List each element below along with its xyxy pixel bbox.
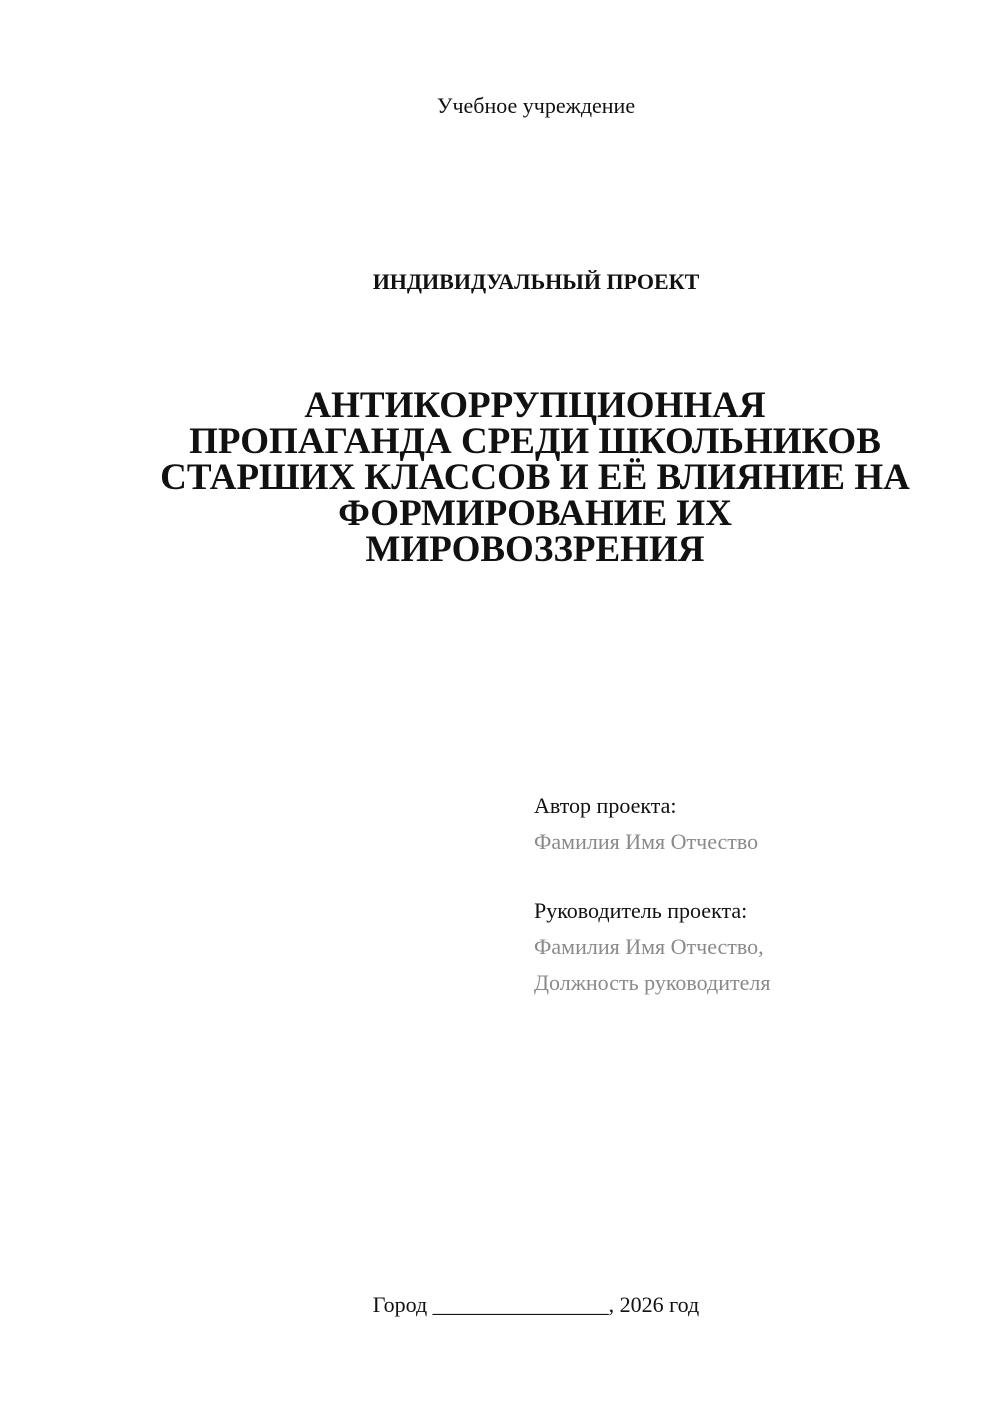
project-title-line: МИРОВОЗЗРЕНИЯ (365, 529, 705, 570)
supervisor-block (534, 893, 974, 1001)
project-title (130, 385, 940, 570)
author-name: Фамилия Имя Отчество (534, 829, 759, 854)
author-label: Автор проекта: (534, 793, 677, 818)
supervisor-label: Руководитель проекта: (534, 898, 748, 923)
project-title-line: СТАРШИХ КЛАССОВ И ЕЁ ВЛИЯНИЕ НА (160, 457, 910, 498)
project-title-line: АНТИКОРРУПЦИОННАЯ (304, 385, 766, 426)
institution-name: Учебное учреждение (436, 93, 636, 118)
project-type-heading: ИНДИВИДУАЛЬНЫЙ ПРОЕКТ (372, 269, 700, 294)
project-title-line: ПРОПАГАНДА СРЕДИ ШКОЛЬНИКОВ (189, 421, 881, 462)
supervisor-position: Должность руководителя (534, 970, 771, 995)
supervisor-name: Фамилия Имя Отчество, (534, 934, 764, 959)
city-year-line: Город ________________, 2026 год (372, 1292, 700, 1317)
project-title-line: ФОРМИРОВАНИЕ ИХ (338, 493, 732, 534)
author-block (534, 788, 974, 860)
